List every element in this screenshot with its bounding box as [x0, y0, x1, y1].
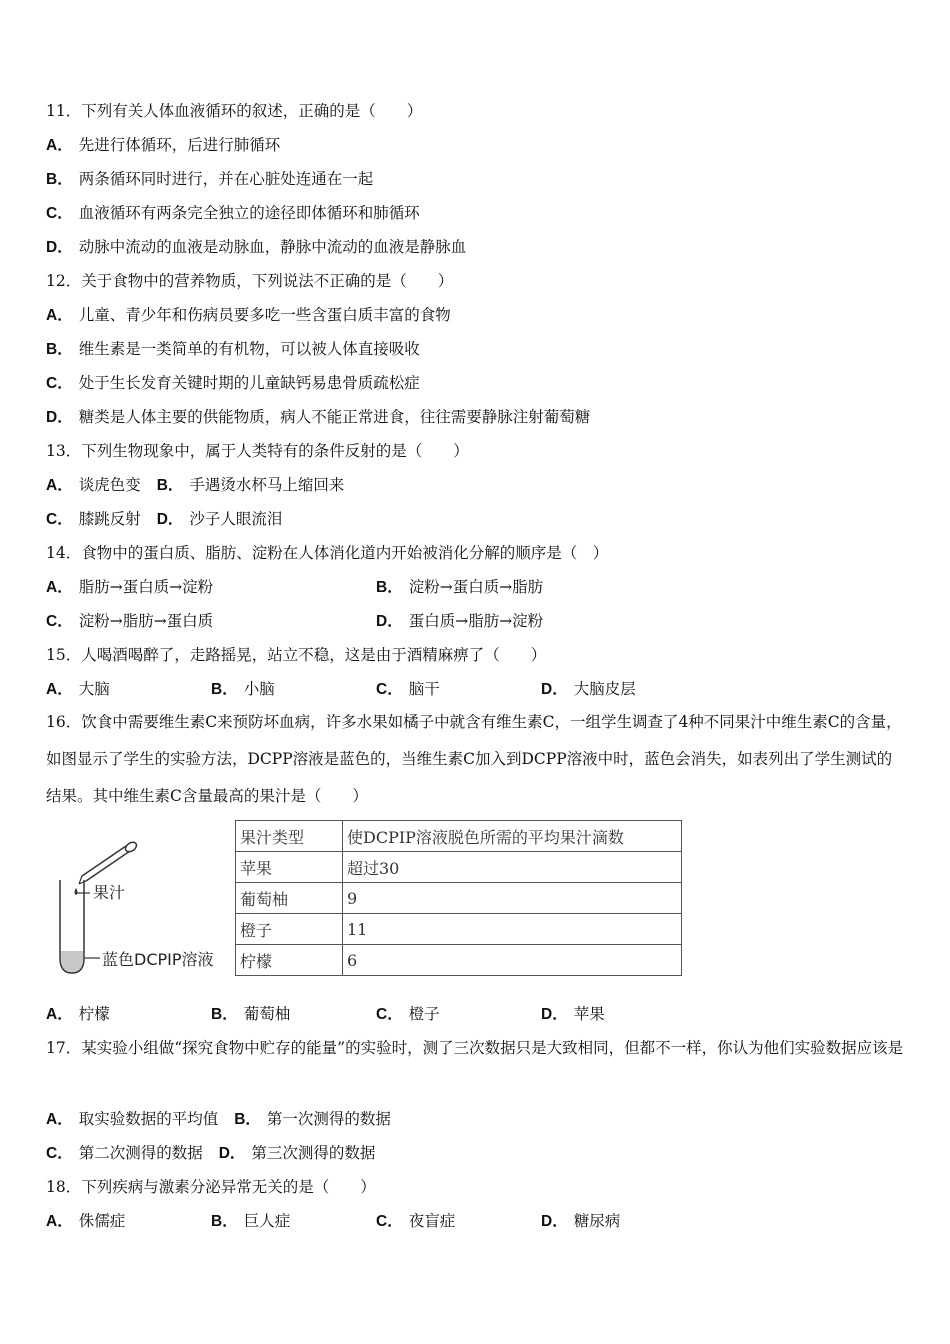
option-label: D． — [46, 409, 73, 426]
option-label: D． — [541, 681, 568, 698]
option-text: 柠檬 — [78, 1005, 110, 1023]
question-17-option-a[interactable] — [46, 1110, 218, 1128]
question-14-option-c[interactable] — [46, 611, 213, 632]
question-13-option-b[interactable] — [157, 476, 345, 494]
option-label: A． — [46, 1213, 73, 1230]
option-label: C． — [376, 681, 403, 698]
question-12-option-b[interactable] — [46, 339, 420, 360]
question-17-option-b[interactable] — [234, 1110, 391, 1128]
option-label: B． — [234, 1111, 261, 1128]
table-header-row — [236, 821, 682, 852]
table-cell-drops: 9 — [343, 883, 682, 914]
option-text: 沙子人眼流泪 — [189, 510, 283, 528]
option-text: 蛋白质→脂肪→淀粉 — [408, 612, 544, 630]
option-text: 大脑 — [78, 680, 110, 698]
table-row — [236, 883, 682, 914]
option-label: A． — [46, 579, 73, 596]
option-text: 苹果 — [573, 1005, 605, 1023]
option-label: A． — [46, 307, 73, 324]
table-row — [236, 914, 682, 945]
question-13-option-a[interactable] — [46, 476, 141, 494]
option-text: 取实验数据的平均值 — [78, 1110, 219, 1128]
option-label: A． — [46, 681, 73, 698]
option-label: C． — [46, 375, 73, 392]
question-14-stem: 14．食物中的蛋白质、脂肪、淀粉在人体消化道内开始被消化分解的顺序是（ ） — [46, 544, 609, 562]
option-label: D． — [46, 239, 73, 256]
question-15-option-a[interactable] — [46, 679, 110, 700]
question-18-option-a[interactable] — [46, 1211, 125, 1232]
option-label: C． — [46, 613, 73, 630]
question-17-stem: 17．某实验小组做“探究食物中贮存的能量”的实验时，测了三次数据只是大致相同，但都不一样，你认为他们实验数据应该是 — [46, 1039, 904, 1057]
option-text: 先进行体循环，后进行肺循环 — [78, 136, 281, 154]
question-11-stem: 11．下列有关人体血液循环的叙述，正确的是（ ） — [46, 102, 423, 120]
question-15-option-c[interactable] — [376, 679, 440, 700]
option-text: 第一次测得的数据 — [266, 1110, 391, 1128]
question-13-options-row-2 — [46, 509, 282, 530]
option-text: 第二次测得的数据 — [78, 1144, 203, 1162]
question-13-stem: 13．下列生物现象中，属于人类特有的条件反射的是（ ） — [46, 442, 469, 460]
option-text: 脑干 — [408, 680, 440, 698]
question-14-option-a[interactable] — [46, 577, 213, 598]
question-18-option-b[interactable] — [211, 1211, 290, 1232]
dropper-label: 果汁 — [93, 883, 126, 902]
option-label: C． — [46, 1145, 73, 1162]
question-18-stem: 18．下列疾病与激素分泌异常无关的是（ ） — [46, 1178, 376, 1196]
option-label: D． — [541, 1213, 568, 1230]
table-header-cell: 果汁类型 — [236, 821, 343, 852]
question-18-option-d[interactable] — [541, 1211, 620, 1232]
question-11-option-b[interactable] — [46, 169, 373, 190]
option-label: A． — [46, 477, 73, 494]
option-label: B． — [376, 579, 403, 596]
question-14-option-b[interactable] — [376, 577, 543, 598]
option-label: B． — [211, 1006, 238, 1023]
option-text: 第三次测得的数据 — [251, 1144, 376, 1162]
question-17-options-row-2 — [46, 1143, 375, 1164]
table-cell-drops: 11 — [343, 914, 682, 945]
table-cell-drops: 6 — [343, 945, 682, 976]
option-text: 手遇烫水杯马上缩回来 — [189, 476, 345, 494]
tube-label: 蓝色DCPIP溶液 — [102, 950, 214, 969]
question-12-option-d[interactable] — [46, 407, 590, 428]
question-13-options-row-1 — [46, 475, 344, 496]
option-label: D． — [541, 1006, 568, 1023]
question-15-stem: 15．人喝酒喝醉了，走路摇晃，站立不稳，这是由于酒精麻痹了（ ） — [46, 646, 547, 664]
question-11-option-c[interactable] — [46, 203, 420, 224]
option-text: 淀粉→脂肪→蛋白质 — [78, 612, 214, 630]
option-label: B． — [46, 171, 73, 188]
question-11-option-d[interactable] — [46, 237, 466, 258]
option-text: 小脑 — [243, 680, 275, 698]
option-text: 橙子 — [408, 1005, 440, 1023]
table-row — [236, 852, 682, 883]
option-text: 维生素是一类简单的有机物，可以被人体直接吸收 — [78, 340, 420, 358]
option-text: 夜盲症 — [408, 1212, 456, 1230]
table-cell-juice: 橙子 — [236, 914, 343, 945]
option-text: 膝跳反射 — [78, 510, 141, 528]
option-text: 脂肪→蛋白质→淀粉 — [78, 578, 214, 596]
table-cell-juice: 柠檬 — [236, 945, 343, 976]
option-label: C． — [46, 511, 73, 528]
table-header-cell: 使DCPIP溶液脱色所需的平均果汁滴数 — [343, 821, 682, 852]
question-16-option-a[interactable] — [46, 1004, 110, 1025]
option-label: C． — [376, 1213, 403, 1230]
question-12-stem: 12．关于食物中的营养物质，下列说法不正确的是（ ） — [46, 272, 454, 290]
table-row — [236, 945, 682, 976]
question-15-option-b[interactable] — [211, 679, 275, 700]
question-13-option-d[interactable] — [157, 510, 283, 528]
question-15-option-d[interactable] — [541, 679, 636, 700]
option-text: 动脉中流动的血液是动脉血，静脉中流动的血液是静脉血 — [78, 238, 467, 256]
vitamin-c-results-table — [235, 820, 682, 976]
question-16-stem: 16．饮食中需要维生素C来预防坏血病，许多水果如橘子中就含有维生素C，一组学生调查了4种不同果汁中维生素C的含量，如图显示了学生的实验方法，DCPP溶液是蓝色的，当维生素C加入到DCPP溶液中时，蓝色会消失，如表列出了学生测试的结果。其中维生素C含量最高的果汁是（ ） — [46, 713, 902, 805]
option-text: 儿童、青少年和伤病员要多吃一些含蛋白质丰富的食物 — [78, 306, 451, 324]
option-label: A． — [46, 1111, 73, 1128]
option-text: 处于生长发育关键时期的儿童缺钙易患骨质疏松症 — [78, 374, 420, 392]
question-11-option-a[interactable] — [46, 135, 280, 156]
question-13-option-c[interactable] — [46, 510, 141, 528]
question-14-option-d[interactable] — [376, 611, 543, 632]
option-label: C． — [46, 205, 73, 222]
option-label: D． — [376, 613, 403, 630]
option-label: A． — [46, 137, 73, 154]
question-17-option-d[interactable] — [219, 1144, 376, 1162]
question-12-option-a[interactable] — [46, 305, 451, 326]
option-label: B． — [211, 681, 238, 698]
question-17-options-row-1 — [46, 1109, 391, 1130]
option-label: C． — [376, 1006, 403, 1023]
table-cell-drops: 超过30 — [343, 852, 682, 883]
question-16-option-d[interactable] — [541, 1004, 605, 1025]
question-12-option-c[interactable] — [46, 373, 420, 394]
question-18-option-c[interactable] — [376, 1211, 455, 1232]
option-text: 糖类是人体主要的供能物质，病人不能正常进食，往往需要静脉注射葡萄糖 — [78, 408, 591, 426]
option-text: 血液循环有两条完全独立的途径即体循环和肺循环 — [78, 204, 420, 222]
option-text: 淀粉→蛋白质→脂肪 — [408, 578, 544, 596]
question-16-option-c[interactable] — [376, 1004, 440, 1025]
option-label: D． — [218, 1145, 246, 1162]
option-text: 侏儒症 — [78, 1212, 126, 1230]
option-text: 巨人症 — [243, 1212, 291, 1230]
question-16-option-b[interactable] — [211, 1004, 290, 1025]
experiment-figure — [52, 836, 232, 986]
table-cell-juice: 葡萄柚 — [236, 883, 343, 914]
option-label: B． — [211, 1213, 238, 1230]
option-label: B． — [46, 341, 73, 358]
option-text: 糖尿病 — [573, 1212, 621, 1230]
option-text: 谈虎色变 — [78, 476, 141, 494]
option-text: 两条循环同时进行，并在心脏处连通在一起 — [78, 170, 374, 188]
option-label: D． — [156, 511, 184, 528]
option-text: 葡萄柚 — [243, 1005, 291, 1023]
option-label: A． — [46, 1006, 73, 1023]
table-cell-juice: 苹果 — [236, 852, 343, 883]
option-label: B． — [156, 477, 184, 494]
option-text: 大脑皮层 — [573, 680, 636, 698]
dcpip-liquid — [61, 951, 83, 972]
question-17-option-c[interactable] — [46, 1144, 203, 1162]
